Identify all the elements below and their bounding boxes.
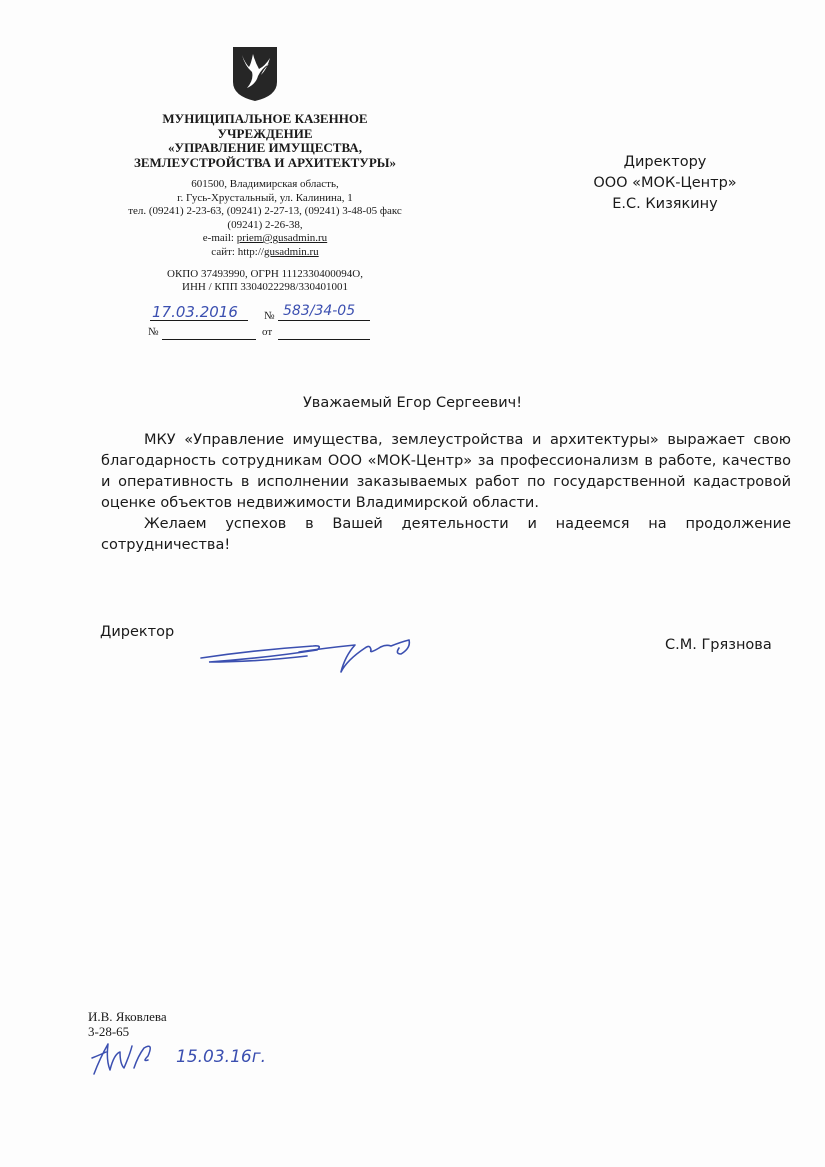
registration-number-label: № <box>264 310 275 322</box>
executor-phone: 3-28-65 <box>88 1024 130 1039</box>
signatory-name: С.М. Грязнова <box>665 637 772 653</box>
address-line2: г. Гусь-Хрустальный, ул. Калинина, 1 <box>177 191 353 204</box>
ref-number-label: № <box>148 326 159 338</box>
phones-line2: (09241) 2-26-38, <box>227 218 303 231</box>
site-line <box>100 246 430 260</box>
body-paragraph-2: Желаем успехов в Вашей деятельности и надеемся на продолжение сотрудничества! <box>101 516 791 553</box>
handwritten-signature <box>195 632 435 674</box>
site-label: сайт: http:// <box>211 245 264 258</box>
email-link[interactable]: priem@gusadmin.ru <box>236 232 328 244</box>
body-paragraph-1: МКУ «Управление имущества, землеустройства и архитектуры» выражает свою благодарность сотрудникам ООО «МОК-Центр» за профессионализм в работе, качество и оперативность в исполнении заказываемых работ по государственной кадастровой оценке объектов недвижимости Владимирской области. <box>101 432 791 511</box>
number-underline <box>278 320 370 321</box>
org-name-line2: УЧРЕЖДЕНИЕ <box>217 125 313 141</box>
org-codes <box>100 268 430 294</box>
codes-line2: ИНН / КПП 3304022298/330401001 <box>182 281 348 293</box>
executor-block <box>88 1009 167 1039</box>
email-line <box>100 232 430 246</box>
ref-date-underline <box>278 339 370 340</box>
coat-of-arms-icon <box>232 46 278 102</box>
address-line1: 601500, Владимирская область, <box>191 178 339 190</box>
executor-signature <box>88 1038 170 1078</box>
site-link[interactable]: gusadmin.ru <box>263 245 319 258</box>
org-name-line1: МУНИЦИПАЛЬНОЕ КАЗЕННОЕ <box>162 111 368 126</box>
addressee-block <box>560 152 770 215</box>
executor-name: И.В. Яковлева <box>88 1009 167 1024</box>
letterhead <box>100 112 430 294</box>
letter-body <box>101 430 791 556</box>
phones-line1: тел. (09241) 2-23-63, (09241) 2-27-13, (09241) 3-48-05 факс <box>128 205 402 217</box>
addressee-line2: ООО «МОК-Центр» <box>593 175 737 191</box>
org-name-line4: ЗЕМЛЕУСТРОЙСТВА И АРХИТЕКТУРЫ» <box>133 154 397 170</box>
date-underline <box>150 320 248 321</box>
registration-number: 583/34-05 <box>283 303 356 319</box>
org-contacts <box>100 178 430 259</box>
signatory-title: Директор <box>100 624 175 640</box>
salutation: Уважаемый Егор Сергеевич! <box>302 395 523 411</box>
ref-number-underline <box>162 339 256 340</box>
ref-from-label: от <box>262 326 273 338</box>
addressee-line1: Директору <box>623 154 707 170</box>
executor-date: 15.03.16г. <box>176 1047 267 1067</box>
addressee-line3: Е.С. Кизякину <box>612 196 718 212</box>
email-label: e-mail: <box>202 232 234 244</box>
registration-date: 17.03.2016 <box>152 303 238 321</box>
codes-line1: ОКПО 37493990, ОГРН 1112330400094О, <box>167 268 363 280</box>
org-name-line3: «УПРАВЛЕНИЕ ИМУЩЕСТВА, <box>168 140 362 155</box>
